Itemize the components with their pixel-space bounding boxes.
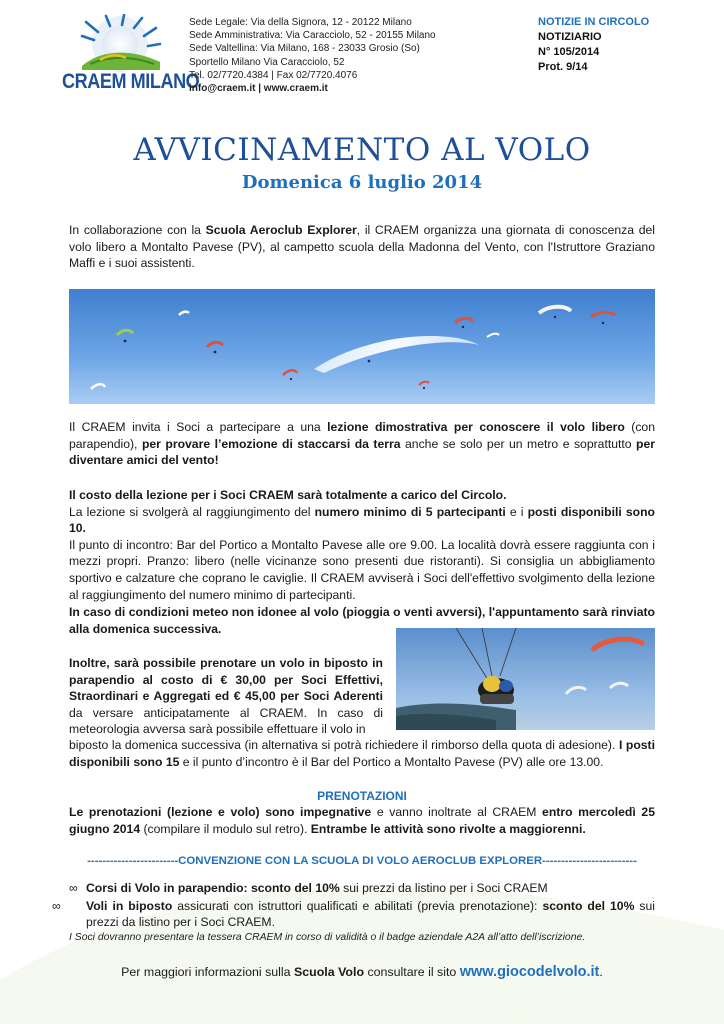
section-label: NOTIZIE IN CIRCOLO: [538, 16, 650, 28]
infinity-bullet-icon: ∞: [69, 881, 78, 895]
convention-heading: ------------------------CONVENZIONE CON LA SCUOLA DI VOLO AEROCLUB EXPLORER-------------------------: [87, 855, 637, 867]
page-subtitle: Domenica 6 luglio 2014: [241, 172, 483, 193]
address-line: Sede Valtellina: Via Milano, 168 - 23033 Grosio (So): [189, 43, 420, 55]
doc-number: N° 105/2014: [538, 46, 600, 58]
address-block: [189, 16, 489, 95]
doc-type: NOTIZIARIO: [538, 31, 602, 43]
footer-info: Per maggiori informazioni sulla Scuola Volo consultare il sito www.giocodelvolo.it.: [121, 964, 603, 980]
website-link[interactable]: www.giocodelvolo.it: [459, 964, 600, 980]
address-line: Sportello Milano Via Caracciolo, 52: [189, 56, 345, 68]
address-line: Sede Amministrativa: Via Caracciolo, 52 - 20155 Milano: [189, 30, 436, 42]
bookings-paragraph: Le prenotazioni (lezione e volo) sono impegnative e vanno inoltrate al CRAEM entro mercoledì 25 giugno 2014 (compilare il modulo sul retro). Entrambe le attività sono rivolte a maggiorenni.: [69, 805, 655, 836]
address-line: Tel. 02/7720.4384 | Fax 02/7720.4076: [189, 69, 358, 81]
contact-links[interactable]: info@craem.it | www.craem.it: [189, 83, 328, 95]
intro-paragraph: In collaborazione con la Scuola Aeroclub Explorer, il CRAEM organizza una giornata di conoscenza del volo libero a Montalto Pavese (PV), al campetto scuola della Madonna del Vento, con l'Istruttore Graziano Maffi e i suoi assistenti.: [69, 223, 655, 271]
invite-paragraph: Il CRAEM invita i Soci a partecipare a una lezione dimostrativa per conoscere il volo libero (con parapendio), per provare l’emozione di staccarsi da terra anche se solo per un metro e soprattutto per diventare amici del vento!: [69, 420, 656, 468]
page-title: AVVICINAMENTO AL VOLO: [133, 132, 591, 168]
convention-item-tandem: ∞ Voli in biposto assicurati con istruttori qualificati e abilitati (previa prenotazione): sconto del 10% sui prezzi da listino per i Soci CRAEM.: [52, 899, 655, 930]
infinity-bullet-icon: ∞: [52, 899, 61, 913]
bookings-heading: PRENOTAZIONI: [317, 789, 407, 803]
weather-paragraph: In caso di condizioni meteo non idonee al volo (pioggia o venti avversi), l'appuntamento sarà rinviato alla domenica successiva.: [69, 605, 655, 636]
convention-item-courses: ∞ Corsi di Volo in parapendio: sconto del 10% sui prezzi da listino per i Soci CRAEM: [69, 881, 548, 895]
newsletter-info: [538, 15, 649, 75]
logo-text: CRAEM MILANO: [62, 70, 200, 93]
paragliders-sky-photo: [69, 289, 655, 404]
tandem-paragraph: Inoltre, sarà possibile prenotare un volo in biposto in parapendio al costo di € 30,00 per Soci Effettivi, Straordinari e Aggregati ed € 45,00 per Soci Aderenti da versare anticipatamente al CRAEM. In caso di meteorologia avversa sarà possibile effettuare il volo in: [69, 656, 383, 737]
membership-note: I Soci dovranno presentare la tessera CRAEM in corso di validità o il badge aziendale A2A all’atto dell’iscrizione.: [69, 932, 586, 943]
tandem-paragraph-continued: biposto la domenica successiva (in alternativa si potrà richiedere il rimborso della quota di adesione). I posti disponibili sono 15 e il punto d’incontro è il Bar del Portico a Montalto Pavese (PV) alle ore 13.00.: [69, 738, 655, 769]
protocol-number: Prot. 9/14: [538, 61, 588, 73]
cost-paragraph: Il costo della lezione per i Soci CRAEM sarà totalmente a carico del Circolo. La lezione si svolgerà al raggiungimento del numero minimo di 5 partecipanti e i posti disponibili sono 10. Il punto di incontro: Bar del Portico a Montalto Pavese alle ore 9.00. La località dovrà essere raggiunta con i mezzi propri. Pranzo: libero (nelle vicinanze sono presenti due ristoranti). Si consiglia un abbigliamento sportivo e calzature che coprano le caviglie. Il CRAEM avviserà i Soci dell'effettivo svolgimento della lezione al raggiungimento del numero minimo di partecipanti.: [69, 488, 655, 602]
tandem-paraglider-photo: [396, 628, 655, 730]
address-line: Sede Legale: Via della Signora, 12 - 20122 Milano: [189, 17, 412, 28]
